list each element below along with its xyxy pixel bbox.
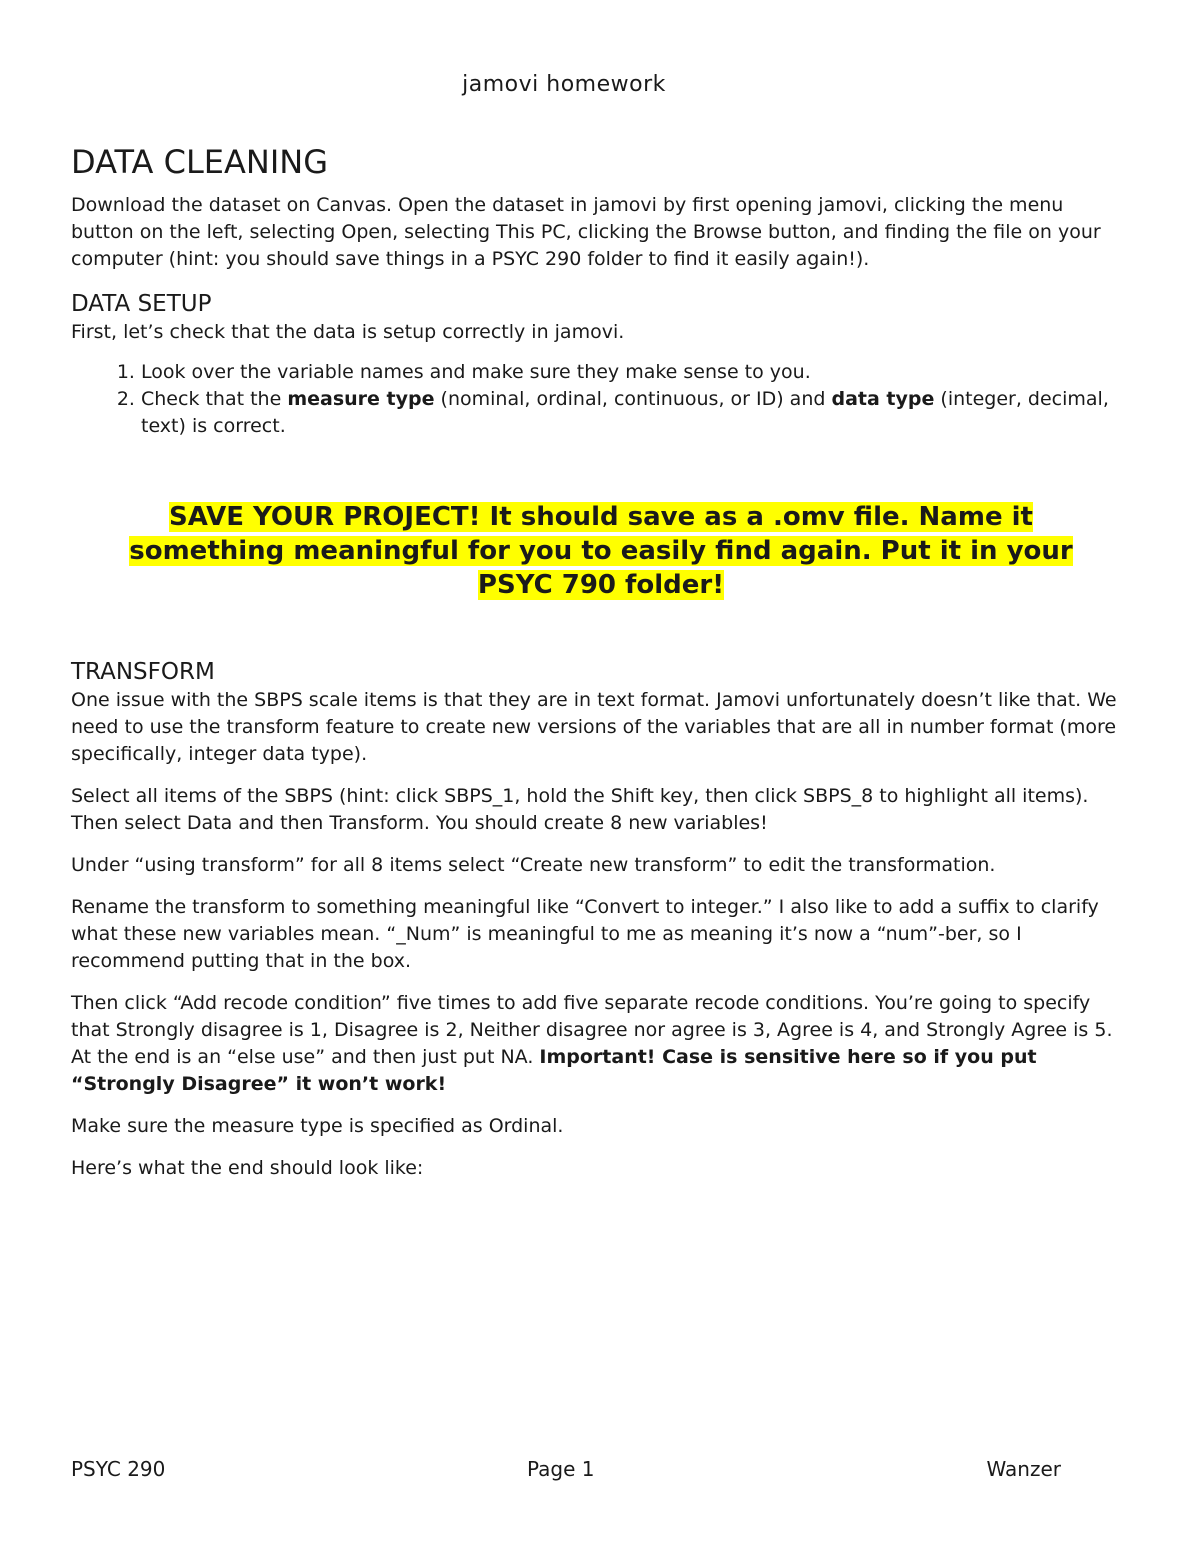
list-item	[141, 386, 1131, 440]
transform-paragraph-7: Here’s what the end should look like:	[71, 1157, 424, 1179]
transform-paragraph-5	[71, 990, 1131, 1098]
data-setup-intro: First, let’s check that the data is setup correctly in jamovi.	[71, 321, 625, 343]
transform-paragraph-2: Select all items of the SBPS (hint: click SBPS_1, hold the Shift key, then click SBPS_8 to highlight all items). Then select Data and then Transform. You should create 8 new variables!	[71, 785, 1089, 834]
document-body	[71, 140, 1131, 1197]
data-cleaning-intro: Download the dataset on Canvas. Open the dataset in jamovi by first opening jamovi, clicking the menu button on the left, selecting Open, selecting This PC, clicking the Browse button, and finding the file on your computer (hint: you should save things in a PSYC 290 folder to find it easily again!).	[71, 194, 1101, 270]
transform-paragraph-6: Make sure the measure type is specified as Ordinal.	[71, 1115, 564, 1137]
warning-line-3: PSYC 790 folder!	[477, 570, 725, 600]
footer-author: Wanzer	[986, 1457, 1061, 1481]
setup-item-1-text: Look over the variable names and make sure they make sense to you.	[141, 361, 811, 383]
list-item	[141, 359, 1131, 386]
setup-item-2-text-c: (nominal, ordinal, continuous, or ID) and	[434, 388, 832, 410]
data-type-term: data type	[831, 388, 935, 410]
case-sensitive-warning: Important! Case is sensitive here so if you put “Strongly Disagree” it won’t work!	[71, 1046, 1037, 1095]
footer-course: PSYC 290	[71, 1457, 166, 1481]
warning-line-2: something meaningful for you to easily find again. Put it in your	[129, 536, 1073, 566]
transform-paragraph-4: Rename the transform to something meaningful like “Convert to integer.” I also like to add a suffix to clarify what these new variables mean. “_Num” is meaningful to me as meaning it’s now a “num”-ber, so I recommend putting that in the box.	[71, 896, 1099, 972]
recode-instructions: Then click “Add recode condition” five times to add five separate recode conditions. You’re going to specify that Strongly disagree is 1, Disagree is 2, Neither disagree nor agree is 3, Agree is 4, and Strongly Agree is 5. At the end is an “else use” and then just put NA.	[71, 992, 1113, 1068]
footer-page-number: Page 1	[527, 1457, 595, 1481]
setup-checklist	[71, 359, 1131, 440]
setup-item-2-text-e: (integer, decimal, text) is correct.	[141, 388, 1109, 437]
measure-type-term: measure type	[287, 388, 435, 410]
transform-paragraph-1: One issue with the SBPS scale items is that they are in text format. Jamovi unfortunately doesn’t like that. We need to use the transform feature to create new versions of the variables that are all in number format (more specifically, integer data type).	[71, 689, 1117, 765]
setup-item-2-text-a: Check that the	[141, 388, 288, 410]
heading-data-cleaning: DATA CLEANING	[71, 143, 328, 181]
heading-data-setup: DATA SETUP	[71, 291, 212, 317]
page-header-title: jamovi homework	[462, 72, 666, 97]
heading-transform: TRANSFORM	[71, 659, 215, 685]
transform-paragraph-3: Under “using transform” for all 8 items select “Create new transform” to edit the transformation.	[71, 854, 996, 876]
save-project-warning	[71, 500, 1131, 602]
warning-line-1: SAVE YOUR PROJECT! It should save as a .omv file. Name it	[169, 502, 1033, 532]
